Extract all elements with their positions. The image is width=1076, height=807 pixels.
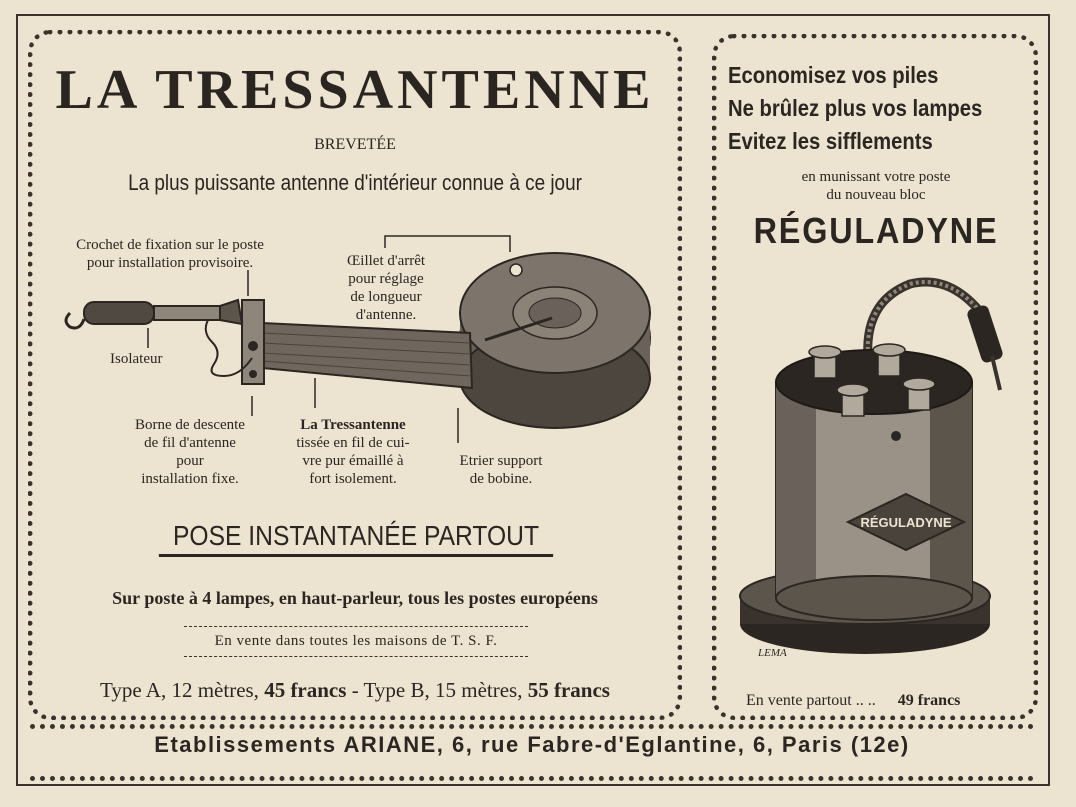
- availability-note: En vente dans toutes les maisons de T. S. F.: [184, 626, 528, 657]
- stirrup-label-line2: de bobine.: [469, 471, 533, 487]
- artist-signature: LEMA: [758, 647, 787, 659]
- subline-2: du nouveau bloc: [826, 187, 926, 203]
- insulator-label: Isolateur: [110, 351, 163, 367]
- price-separator: - Type B, 15 mètres,: [346, 678, 528, 702]
- subline-1: en munissant votre poste: [801, 169, 951, 185]
- ad-tagline: La plus puissante antenne d'intérieur connue à ce jour: [128, 170, 582, 195]
- terminal-label-line1: Borne de descente: [135, 417, 245, 433]
- footer-divider-top: [30, 724, 1034, 729]
- hook-label-line2: pour installation provisoire.: [86, 255, 254, 271]
- slogan: POSE INSTANTANÉE PARTOUT: [159, 520, 553, 557]
- patent-note: BREVETÉE: [314, 136, 396, 153]
- headline-line3: Evitez les sifflements: [728, 128, 933, 154]
- terminal-label-line4: installation fixe.: [141, 471, 239, 487]
- price-a-prefix: Type A, 12 mètres,: [100, 678, 265, 702]
- terminal-label-line2: de fil d'antenne: [144, 435, 236, 451]
- brand-name: RÉGULADYNE: [753, 210, 999, 251]
- eyelet-label-line3: de longueur: [350, 289, 422, 305]
- price-b: 55 francs: [527, 678, 610, 702]
- price-a: 45 francs: [264, 678, 347, 702]
- woven-label-line1: tissée en fil de cui-: [296, 435, 410, 451]
- hook-label-line1: Crochet de fixation sur le poste: [76, 237, 264, 253]
- ad-title: LA TRESSANTENNE: [55, 59, 655, 121]
- price-line: [40, 678, 670, 703]
- eyelet-label-line2: pour réglage: [348, 271, 424, 287]
- right-price: 49 francs: [897, 692, 961, 709]
- woven-label-line3: fort isolement.: [309, 471, 397, 487]
- footer-divider-bottom: [30, 776, 1034, 781]
- eyelet-label-line1: Œillet d'arrêt: [346, 253, 426, 269]
- right-price-line: [746, 692, 960, 710]
- headline-line2: Ne brûlez plus vos lampes: [728, 95, 983, 121]
- company-address: Etablissements ARIANE, 6, rue Fabre-d'Eglantine, 6, Paris (12e): [154, 732, 910, 757]
- stirrup-label-line1: Etrier support: [459, 453, 543, 469]
- woven-label-line2: vre pur émaillé à: [302, 453, 404, 469]
- woven-label-title: La Tressantenne: [300, 417, 406, 433]
- eyelet-label-line4: d'antenne.: [355, 307, 417, 323]
- device-brand-label: RÉGULADYNE: [860, 515, 952, 530]
- headline-line1: Economisez vos piles: [728, 62, 939, 88]
- sales-claim: Sur poste à 4 lampes, en haut-parleur, tous les postes européens: [112, 588, 598, 608]
- reguladyne-device-illustration: [730, 264, 1030, 684]
- right-price-label: En vente partout .. ..: [746, 692, 876, 709]
- terminal-label-line3: pour: [176, 453, 204, 469]
